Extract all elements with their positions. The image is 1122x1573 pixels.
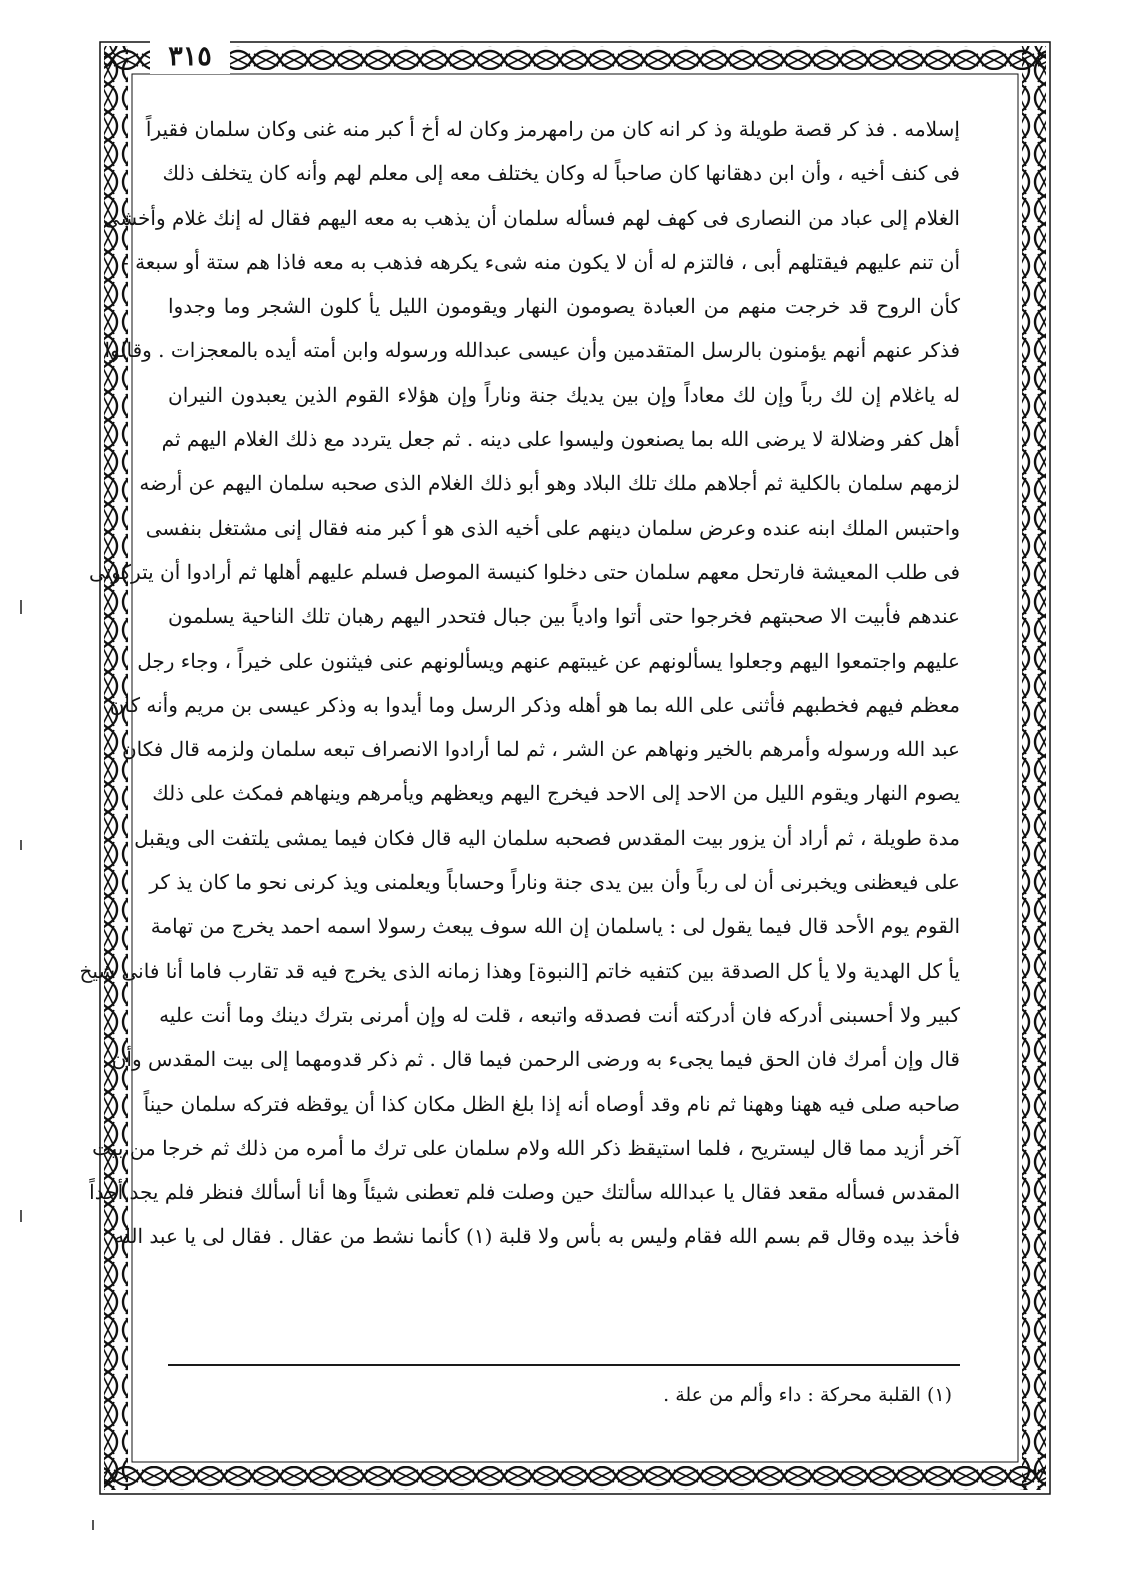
text-line: عليهم واجتمعوا اليهم وجعلوا يسألونهم عن غيبتهم عنهم ويسألونهم عنى فيثنون على خيراً ، وجاء رجل [137,648,960,673]
text-line: له ياغلام إن لك رباً وإن لك معاداً وإن بين يديك جنة وناراً وإن هؤلاء القوم الذين يعبدون النيران [168,382,960,407]
text-line: عبد الله ورسوله وأمرهم بالخير ونهاهم عن الشر ، ثم لما أرادوا الانصراف تبعه سلمان ولزمه قال فكان [121,737,960,762]
text-line: آخر أزيد مما قال ليستريح ، فلما استيقظ ذكر الله ولام سلمان على ترك ما أمره من ذلك ثم خرجا من بيت [92,1135,960,1160]
text-line: أن تنم عليهم فيقتلهم أبى ، فالتزم له أن لا يكون منه شىء يكرهه فذهب به معه فاذا هم ستة أو سبعة - [121,249,960,274]
footnote: (١) القلبة محركة : داء وألم من علة . [663,1384,952,1406]
text-line: يصوم النهار ويقوم الليل من الاحد إلى الاحد فيخرج اليهم ويعظهم ويأمرهم وينهاهم فمكث على ذلك [152,781,960,806]
margin-mark [92,1520,94,1530]
text-line: كبير ولا أحسبنى أدركه فان أدركته أنت فصدقه واتبعه ، قلت له وإن أمرنى بترك دينك وما أنت عليه [159,1002,960,1027]
text-line: لزمهم سلمان بالكلية ثم أجلاهم ملك تلك البلاد وهو أبو ذلك الغلام الذى صحبه سلمان اليهم عن أرضه [139,471,960,496]
text-line: قال وإن أمرك فان الحق فيما يجىء به ورضى الرحمن فيما قال . ثم ذكر قدومهما إلى بيت المقدس وأن [111,1047,960,1072]
text-line: مدة طويلة ، ثم أراد أن يزور بيت المقدس فصحبه سلمان اليه قال فكان فيما يمشى يلتفت الى ويقبل [134,825,960,850]
margin-mark [20,600,22,614]
margin-mark [20,1210,22,1222]
text-line: فى طلب المعيشة فارتحل معهم سلمان حتى دخلوا كنيسة الموصل فسلم عليهم أهلها ثم أرادوا أن يتركونى [88,559,960,584]
text-line: أهل كفر وضلالة لا يرضى الله بما يصنعون وليسوا على دينه . ثم جعل يتردد مع ذلك الغلام اليهم ثم [161,427,960,452]
text-line: فذكر عنهم أنهم يؤمنون بالرسل المتقدمين وأن عيسى عبدالله ورسوله وابن أمته أيده بالمعجزات . وقالوا [104,338,960,363]
text-line: المقدس فسأله مقعد فقال يا عبدالله سألتك حين وصلت فلم تعطنى شيئاً وها أنا أسألك فنظر فلم يجد أحداً [89,1180,960,1205]
text-line: معظم فيهم فخطبهم فأثنى على الله بما هو أهله وذكر الرسل وما أيدوا به وذكر عيسى بن مريم وأنه كان [109,692,960,717]
text-line: كأن الروح قد خرجت منهم من العبادة يصومون النهار ويقومون الليل يأ كلون الشجر وما وجدوا [168,294,960,319]
text-line: إسلامه . فذ كر قصة طويلة وذ كر انه كان من رامهرمز وكان له أخ أ كبر منه غنى وكان سلمان فقيراً [145,117,960,141]
page-number: ٣١٥ [150,40,230,74]
text-line: فأخذ بيده وقال قم بسم الله فقام وليس به بأس ولا قلبة (١) كأنما نشط من عقال . فقال لى يا عبد الله [114,1224,960,1249]
body-text [79,107,960,1357]
text-line: واحتبس الملك ابنه عنده وعرض سلمان دينهم على أخيه الذى هو أ كبر منه فقال إنى مشتغل بنفسى [145,515,960,540]
text-line: فى كنف أخيه ، وأن ابن دهقانها كان صاحباً له وكان يختلف معه إلى معلم لهم وأنه كان يتخلف ذلك [162,161,960,186]
text-line: على فيعظنى ويخبرنى أن لى رباً وأن بين يدى جنة وناراً وحساباً ويعلمنى ويذ كرنى نحو ما كان يذ كر [149,870,960,895]
text-line: عندهم فأبيت الا صحبتهم فخرجوا حتى أتوا وادياً بين جبال فتحدر اليهم رهبان تلك الناحية يسلمون [168,604,960,629]
text-line: القوم يوم الأحد قال فيما يقول لى : ياسلمان إن الله سوف يبعث رسولا اسمه احمد يخرج من تهامة [150,914,960,939]
text-line: يأ كل الهدية ولا يأ كل الصدقة بين كتفيه خاتم [النبوة] وهذا زمانه الذى يخرج فيه قد تقارب فاما أنا فانى شيخ [79,958,960,983]
footnote-separator [168,1364,960,1366]
margin-mark [20,840,22,850]
text-line: الغلام إلى عباد من النصارى فى كهف لهم فسأله سلمان أن يذهب به معه اليهم فقال له إنك غلام وأخشى [103,205,960,230]
text-line: صاحبه صلى فيه ههنا وههنا ثم نام وقد أوصاه أنه إذا بلغ الظل مكان كذا أن يوقظه فتركه سلمان حيناً [143,1091,960,1116]
